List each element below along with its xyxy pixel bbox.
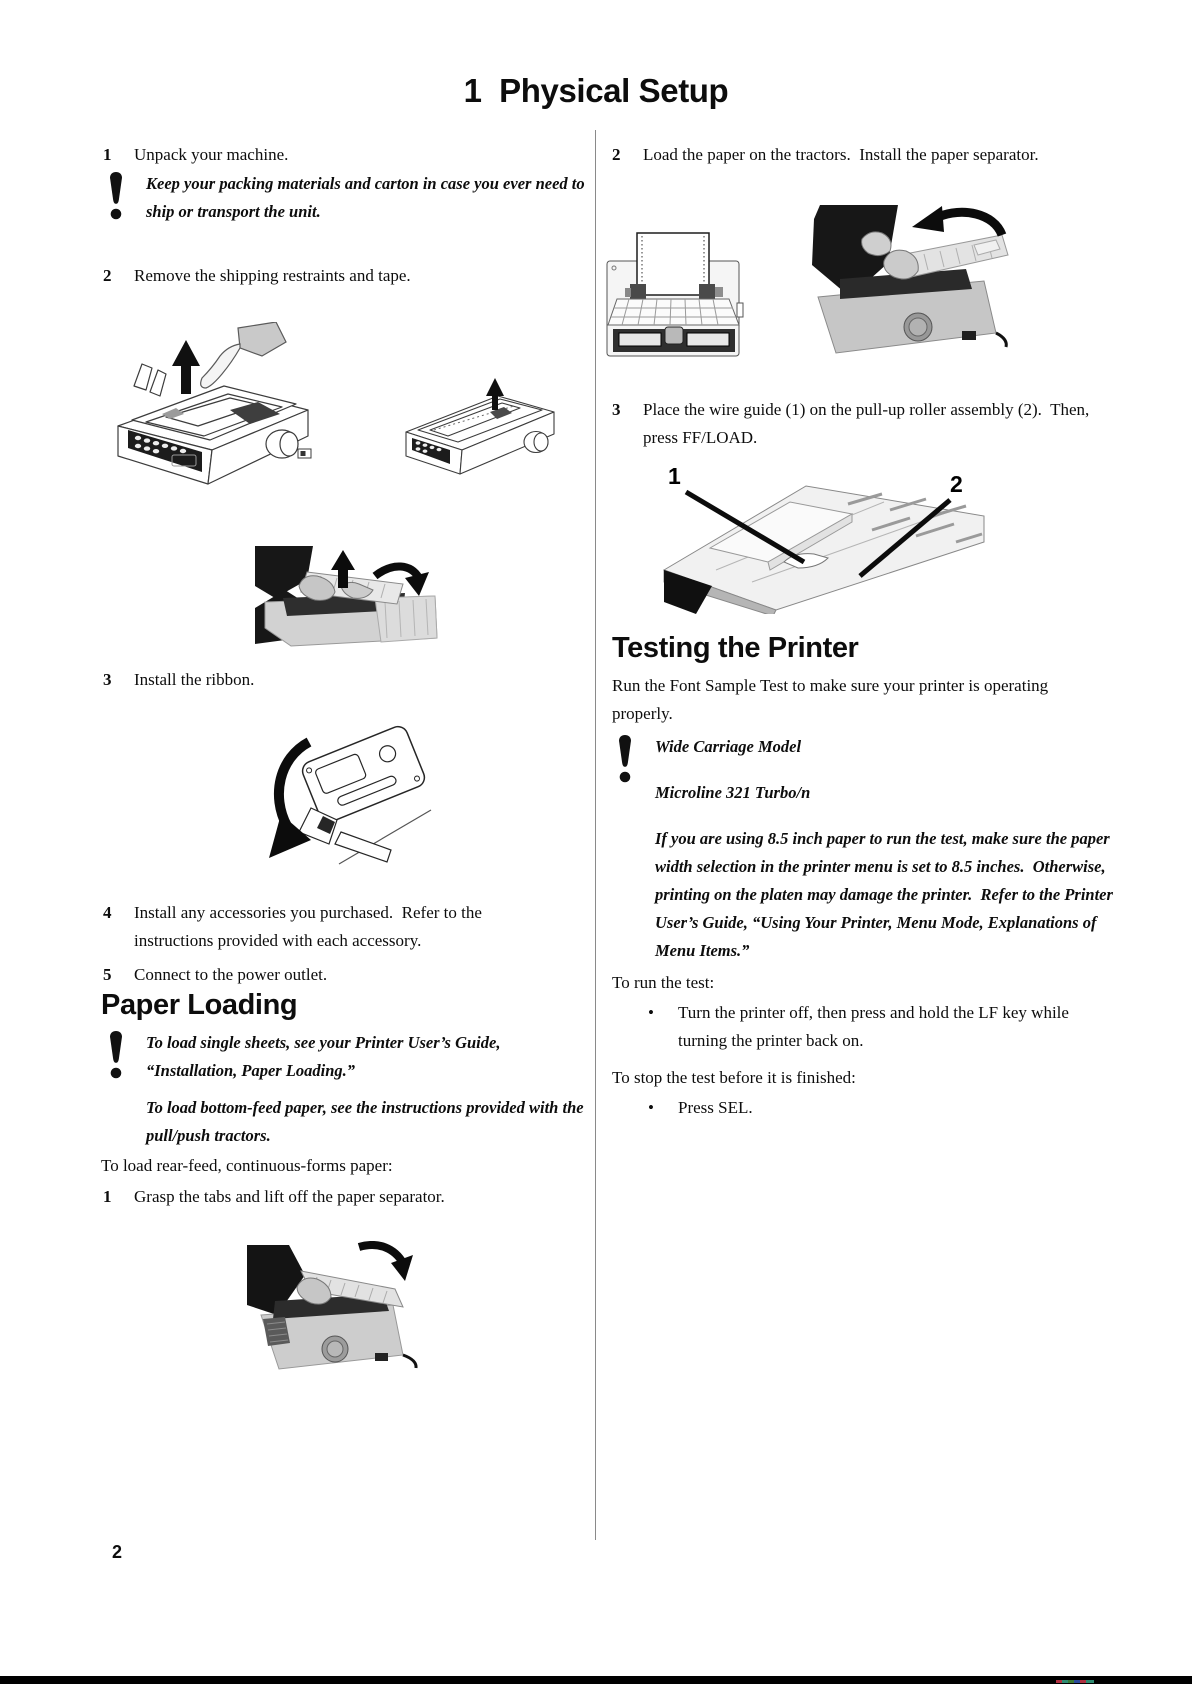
note-body: If you are using 8.5 inch paper to run the test, make sure the paper width selection in the printer menu is set to 8.5 inches. Otherwise, printing on the platen may damage the printer. Refer to the Printer User’s Guide, “Using Your Printer, Menu Mode, Explanations of Menu Items.” bbox=[655, 829, 1118, 960]
step-wire-guide bbox=[612, 396, 1112, 452]
figure-paper-on-tractors bbox=[603, 227, 744, 360]
page-number: 2 bbox=[112, 1542, 123, 1562]
note-text-single-sheets: To load single sheets, see your Printer User’s Guide, “Installation, Paper Loading.” bbox=[146, 1033, 505, 1080]
step-load-paper bbox=[612, 141, 1172, 169]
step-number: 3 bbox=[612, 400, 621, 419]
step-number: 1 bbox=[103, 145, 112, 164]
note-text-bottom-feed: To load bottom-feed paper, see the instructions provided with the pull/push tractors. bbox=[146, 1098, 588, 1145]
callout-label-1: 1 bbox=[668, 463, 681, 489]
step-accessories bbox=[103, 899, 573, 955]
step-text: Install the ribbon. bbox=[134, 670, 255, 689]
figure-wire-guide bbox=[656, 452, 986, 614]
step-unpack bbox=[103, 141, 563, 169]
step-text: Place the wire guide (1) on the pull-up roller assembly (2). Then, press FF/LOAD. bbox=[643, 400, 1094, 447]
curved-arrow-icon bbox=[912, 206, 1002, 235]
step-text: Remove the shipping restraints and tape. bbox=[134, 266, 411, 285]
stop-test-bullet bbox=[648, 1094, 1128, 1122]
stop-test-intro: To stop the test before it is finished: bbox=[612, 1068, 856, 1087]
step-power bbox=[103, 961, 563, 989]
curved-arrow-icon bbox=[269, 742, 311, 858]
callout-label-2: 2 bbox=[950, 471, 963, 497]
step-text: Install any accessories you purchased. Refer to the instructions provided with each accessory. bbox=[134, 903, 487, 950]
run-test-bullet bbox=[648, 999, 1128, 1055]
note-text: Keep your packing materials and carton in case you ever need to ship or transport the unit. bbox=[146, 174, 589, 221]
note-paper-loading bbox=[106, 1029, 592, 1150]
footer-bar bbox=[0, 1676, 1192, 1684]
note-testing bbox=[615, 733, 1125, 965]
run-test-intro: To run the test: bbox=[612, 973, 715, 992]
figure-ribbon-cartridge bbox=[253, 712, 433, 872]
figure-photo-install-separator bbox=[806, 205, 1010, 365]
step-number: 2 bbox=[612, 145, 621, 164]
note-packing bbox=[106, 170, 592, 226]
curved-arrow-icon bbox=[359, 1245, 413, 1281]
bullet-text: Turn the printer off, then press and hold the LF key while turning the printer back on. bbox=[678, 1003, 1074, 1050]
step-number: 5 bbox=[103, 965, 112, 984]
rear-feed-intro: To load rear-feed, continuous-forms paper: bbox=[101, 1156, 393, 1175]
figure-photo-lift-separator bbox=[247, 1241, 423, 1383]
step-number: 1 bbox=[103, 1187, 112, 1206]
bullet-icon: • bbox=[648, 1003, 654, 1022]
step-text: Load the paper on the tractors. Install the paper separator. bbox=[643, 145, 1039, 164]
important-icon bbox=[106, 1029, 146, 1084]
print-artifact bbox=[1056, 1680, 1094, 1683]
testing-intro: Run the Font Sample Test to make sure your printer is operating properly. bbox=[612, 676, 1053, 723]
column-divider bbox=[595, 130, 596, 1540]
step-number: 2 bbox=[103, 266, 112, 285]
figure-remove-restraints-rear bbox=[402, 370, 558, 488]
page-title: 1 Physical Setup bbox=[463, 72, 729, 109]
step-number: 4 bbox=[103, 903, 112, 922]
up-arrow-icon bbox=[172, 340, 200, 394]
figure-photo-lift-cover bbox=[255, 546, 443, 657]
note-model: Microline 321 Turbo/n bbox=[655, 783, 811, 802]
important-icon bbox=[106, 170, 146, 225]
figure-remove-restraints-front bbox=[110, 322, 315, 504]
section-heading-paper-loading: Paper Loading bbox=[101, 989, 298, 1021]
important-icon bbox=[615, 733, 655, 788]
bullet-icon: • bbox=[648, 1098, 654, 1117]
step-number: 3 bbox=[103, 670, 112, 689]
step-grasp-tabs bbox=[103, 1183, 573, 1211]
step-restraints bbox=[103, 262, 563, 290]
bullet-text: Press SEL. bbox=[678, 1098, 753, 1117]
step-ribbon bbox=[103, 666, 563, 694]
step-text: Unpack your machine. bbox=[134, 145, 289, 164]
step-text: Connect to the power outlet. bbox=[134, 965, 328, 984]
note-title: Wide Carriage Model bbox=[655, 737, 802, 756]
section-heading-testing: Testing the Printer bbox=[612, 632, 859, 664]
step-text: Grasp the tabs and lift off the paper separator. bbox=[134, 1187, 445, 1206]
